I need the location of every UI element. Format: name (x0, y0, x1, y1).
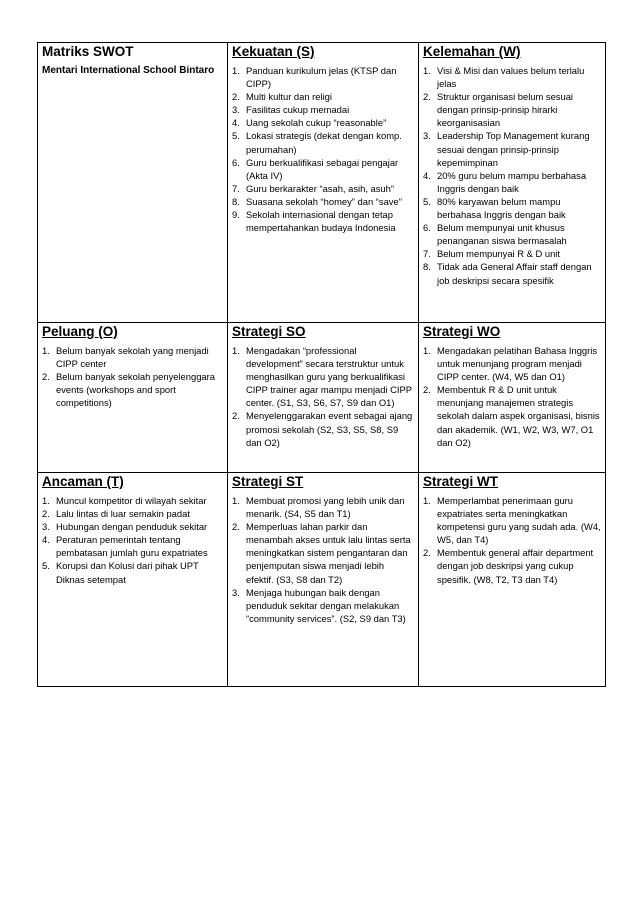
strategy-wt-list (423, 494, 601, 586)
list-item: 3. Fasilitas cukup memadai (232, 103, 414, 116)
list-item: 7. Guru berkarakter “asah, asih, asuh” (232, 182, 414, 195)
list-item: 4. 20% guru belum mampu berbahasa Inggris dengan baik (423, 169, 601, 195)
strategy-st-cell (228, 473, 419, 687)
list-item: 6. Guru berkualifikasi sebagai pengajar (Akta IV) (232, 156, 414, 182)
opportunities-cell (38, 323, 228, 473)
list-item: 1. Mengadakan “professional development” secara terstruktur untuk menghasilkan guru yang berkualifikasi CIPP trainer agar mampu menjadi CIPP center. (S1, S3, S6, S7, S9 dan O1) (232, 344, 414, 409)
matrix-title-cell (38, 43, 228, 323)
list-item: 2. Belum banyak sekolah penyelenggara events (workshops and sport competitions) (42, 370, 223, 409)
list-item: 3. Hubungan dengan penduduk sekitar (42, 520, 223, 533)
list-item: 1. Belum banyak sekolah yang menjadi CIPP center (42, 344, 223, 370)
strategy-so-list (232, 344, 414, 449)
list-item: 2. Struktur organisasi belum sesuai dengan prinsip-prinsip hirarki keorganisasian (423, 90, 601, 129)
document-page (37, 42, 605, 687)
list-item: 1. Membuat promosi yang lebih unik dan menarik. (S4, S5 dan T1) (232, 494, 414, 520)
strategy-wt-heading: Strategi WT (423, 474, 499, 489)
opportunities-heading: Peluang (O) (42, 324, 118, 339)
weaknesses-heading: Kelemahan (W) (423, 44, 521, 59)
list-item: 8. Suasana sekolah “homey” dan “save” (232, 195, 414, 208)
list-item: 2. Membentuk R & D unit untuk menunjang manajemen strategis sekolah dalam aspek organisasi, bisnis dan akademik. (W1, W2, W3, W7, O1 dan O2) (423, 383, 601, 448)
list-item: 8. Tidak ada General Affair staff dengan job deskripsi secara spesifik (423, 260, 601, 286)
list-item: 2. Memperluas lahan parkir dan menambah akses untuk lalu lintas serta meningkatkan sistem pengantaran dan penjemputan siswa menjadi lebih efektif. (S3, S8 dan T2) (232, 520, 414, 585)
strategy-wt-cell (419, 473, 606, 687)
list-item: 4. Peraturan pemerintah tentang pembatasan jumlah guru expatriates (42, 533, 223, 559)
list-item: 1. Mengadakan pelatihan Bahasa Inggris untuk menunjang program menjadi CIPP center. (W4, W5 dan O1) (423, 344, 601, 383)
list-item: 5. Korupsi dan Kolusi dari pihak UPT Diknas setempat (42, 559, 223, 585)
list-item: 1. Memperlambat penerimaan guru expatriates serta meningkatkan kompetensi guru yang sudah ada. (W4, W5, dan T4) (423, 494, 601, 546)
list-item: 3. Menjaga hubungan baik dengan penduduk sekitar dengan melakukan “community services”. (S2, S9 dan T3) (232, 586, 414, 625)
strengths-heading: Kekuatan (S) (232, 44, 315, 59)
list-item: 2. Membentuk general affair department dengan job deskripsi yang cukup spesifik. (W8, T2, T3 dan T4) (423, 546, 601, 585)
list-item: 2. Multi kultur dan religi (232, 90, 414, 103)
list-item: 1. Muncul kompetitor di wilayah sekitar (42, 494, 223, 507)
table-row (38, 473, 606, 687)
strategy-so-heading: Strategi SO (232, 324, 306, 339)
matrix-title: Matriks SWOT (42, 44, 134, 59)
list-item: 2. Menyelenggarakan event sebagai ajang promosi sekolah (S2, S3, S5, S8, S9 dan O2) (232, 409, 414, 448)
strengths-list (232, 64, 414, 234)
strategy-wo-cell (419, 323, 606, 473)
school-name: Mentari International School Bintaro (42, 65, 215, 76)
list-item: 1. Visi & Misi dan values belum terlalu jelas (423, 64, 601, 90)
opportunities-list (42, 344, 223, 409)
list-item: 7. Belum mempunyai R & D unit (423, 247, 601, 260)
list-item: 9. Sekolah internasional dengan tetap mempertahankan budaya Indonesia (232, 208, 414, 234)
list-item: 5. Lokasi strategis (dekat dengan komp. perumahan) (232, 129, 414, 155)
weaknesses-list (423, 64, 601, 287)
weaknesses-cell (419, 43, 606, 323)
list-item: 1. Panduan kurikulum jelas (KTSP dan CIPP) (232, 64, 414, 90)
strengths-cell (228, 43, 419, 323)
table-row (38, 43, 606, 323)
list-item: 3. Leadership Top Management kurang sesuai dengan prinsip-prinsip kepemimpinan (423, 129, 601, 168)
strategy-so-cell (228, 323, 419, 473)
threats-list (42, 494, 223, 586)
list-item: 6. Belum mempunyai unit khusus penanganan siswa bermasalah (423, 221, 601, 247)
table-row (38, 323, 606, 473)
strategy-st-heading: Strategi ST (232, 474, 304, 489)
list-item: 4. Uang sekolah cukup “reasonable” (232, 116, 414, 129)
list-item: 2. Lalu lintas di luar semakin padat (42, 507, 223, 520)
list-item: 5. 80% karyawan belum mampu berbahasa Inggris dengan baik (423, 195, 601, 221)
threats-cell (38, 473, 228, 687)
strategy-st-list (232, 494, 414, 625)
strategy-wo-list (423, 344, 601, 449)
threats-heading: Ancaman (T) (42, 474, 124, 489)
strategy-wo-heading: Strategi WO (423, 324, 501, 339)
swot-matrix-table (37, 42, 606, 687)
